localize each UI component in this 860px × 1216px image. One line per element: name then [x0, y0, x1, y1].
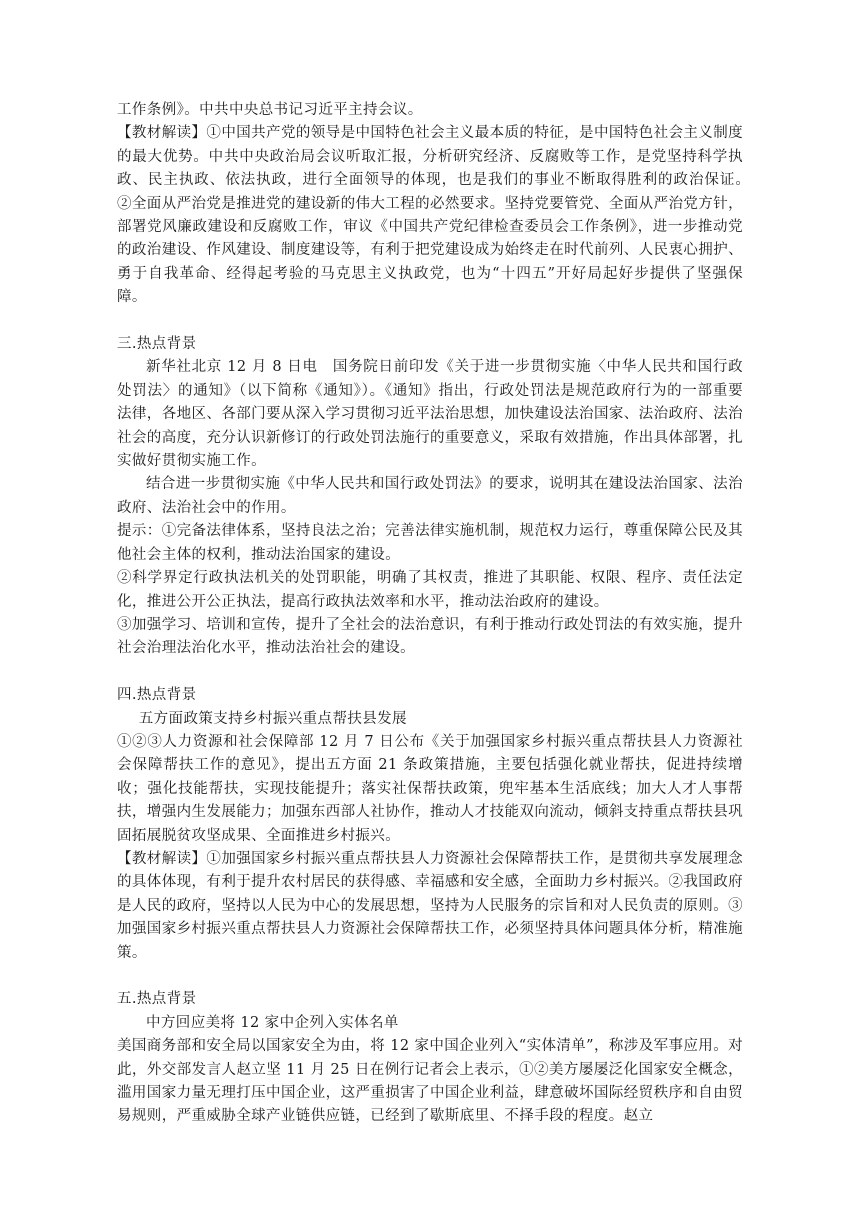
section2-commentary: 【教材解读】①中国共产党的领导是中国特色社会主义最本质的特征，是中国特色社会主义制度的最大优势。中共中央政治局会议听取汇报，分析研究经济、反腐败等工作，是党坚持科学执政、民主执政、依法执政，进行全面领导的体现，也是我们的事业不断取得胜利的政治保证。 ②全面从严治党是推进党的建设新的伟大工程的必然要求。坚持党要管党、全面从严治党方针，部署党风廉政建设和反腐败工作，审议《中国共产党纪律检查委员会工作条例》，进一步推动党的政治建设、作风建设、制度建设等，有利于把党建设成为始终走在时代前列、人民衷心拥护、勇于自我革命、经得起考验的马克思主义执政党，也为“十四五”开好局起好步提供了坚强保障。 [117, 125, 773, 306]
section4-subtitle: 五方面政策支持乡村振兴重点帮扶县发展 [138, 710, 407, 727]
section5-news: 美国商务部和安全局以国家安全为由，将 12 家中国企业列入“实体清单”，称涉及军事应用。对此，外交部发言人赵立坚 11 月 25 日在例行记者会上表示，①②美方屡屡泛化国家安全概念，滥用国家力量无理打压中国企业，这严重损害了中国企业利益，肆意破坏国际经贸秩序和自由贸易规则，严重威胁全球产业链供应链，已经到了歇斯底里、不择手段的程度。赵立 [117, 1038, 743, 1125]
section3-question: 结合进一步贯彻实施《中华人民共和国行政处罚法》的要求，说明其在建设法治国家、法治政府、法治社会中的作用。 [117, 476, 743, 516]
intro-tail-paragraph: 工作条例》。中共中央总书记习近平主持会议。 [117, 102, 423, 118]
section4-heading: 四.热点背景 [117, 687, 197, 704]
document-page [117, 99, 773, 1129]
spacer [117, 310, 743, 333]
spacer [117, 965, 743, 988]
section3-hint-1: 提示：①完备法律体系，坚持良法之治；完善法律实施机制，规范权力运行，尊重保障公民及其他社会主体的权利，推动法治国家的建设。 [117, 523, 743, 563]
section3-heading: 三.热点背景 [117, 336, 197, 353]
section3-hint-3: ③加强学习、培训和宣传，提升了全社会的法治意识，有利于推动行政处罚法的有效实施，提升社会治理法治化水平，推动法治社会的建设。 [117, 616, 743, 657]
section4-commentary: 【教材解读】①加强国家乡村振兴重点帮扶县人力资源社会保障帮扶工作，是贯彻共享发展理念的具体体现，有利于提升农村居民的获得感、幸福感和安全感，全面助力乡村振兴。②我国政府是人民的政府，坚持以人民为中心的发展思想，坚持为人民服务的宗旨和对人民负责的原则。③加强国家乡村振兴重点帮扶县人力资源社会保障帮扶工作，必须坚持具体问题具体分析，精准施策。 [117, 850, 743, 961]
section3-hint-2: ②科学界定行政执法机关的处罚职能，明确了其权责，推进了其职能、权限、程序、责任法定化，推进公开公正执法，提高行政执法效率和水平，推动法治政府的建设。 [117, 570, 743, 610]
spacer [117, 661, 743, 684]
section5-subtitle: 中方回应美将 12 家中企列入实体名单 [146, 1014, 399, 1031]
section4-news: ①②③人力资源和社会保障部 12 月 7 日公布《关于加强国家乡村振兴重点帮扶县人力资源社会保障帮扶工作的意见》，提出五方面 21 条政策措施，主要包括强化就业帮扶，促进持续增收；强化技能帮扶，实现技能提升；落实社保帮扶政策，兜牢基本生活底线；加大人才人事帮扶，增强内生发展能力；加强东西部人社协作，推动人才技能双向流动，倾斜支持重点帮扶县巩固拓展脱贫攻坚成果、全面推进乡村振兴。 [117, 733, 743, 844]
section5-heading: 五.热点背景 [117, 991, 197, 1008]
section3-news: 新华社北京 12 月 8 日电 国务院日前印发《关于进一步贯彻实施〈中华人民共和国行政处罚法〉的通知》（以下简称《通知》）。《通知》指出，行政处罚法是规范政府行为的一部重要法律，各地区、各部门要从深入学习贯彻习近平法治思想，加快建设法治国家、法治政府、法治社会的高度，充分认识新修订的行政处罚法施行的重要意义，采取有效措施，作出具体部署，扎实做好贯彻实施工作。 [117, 359, 743, 470]
